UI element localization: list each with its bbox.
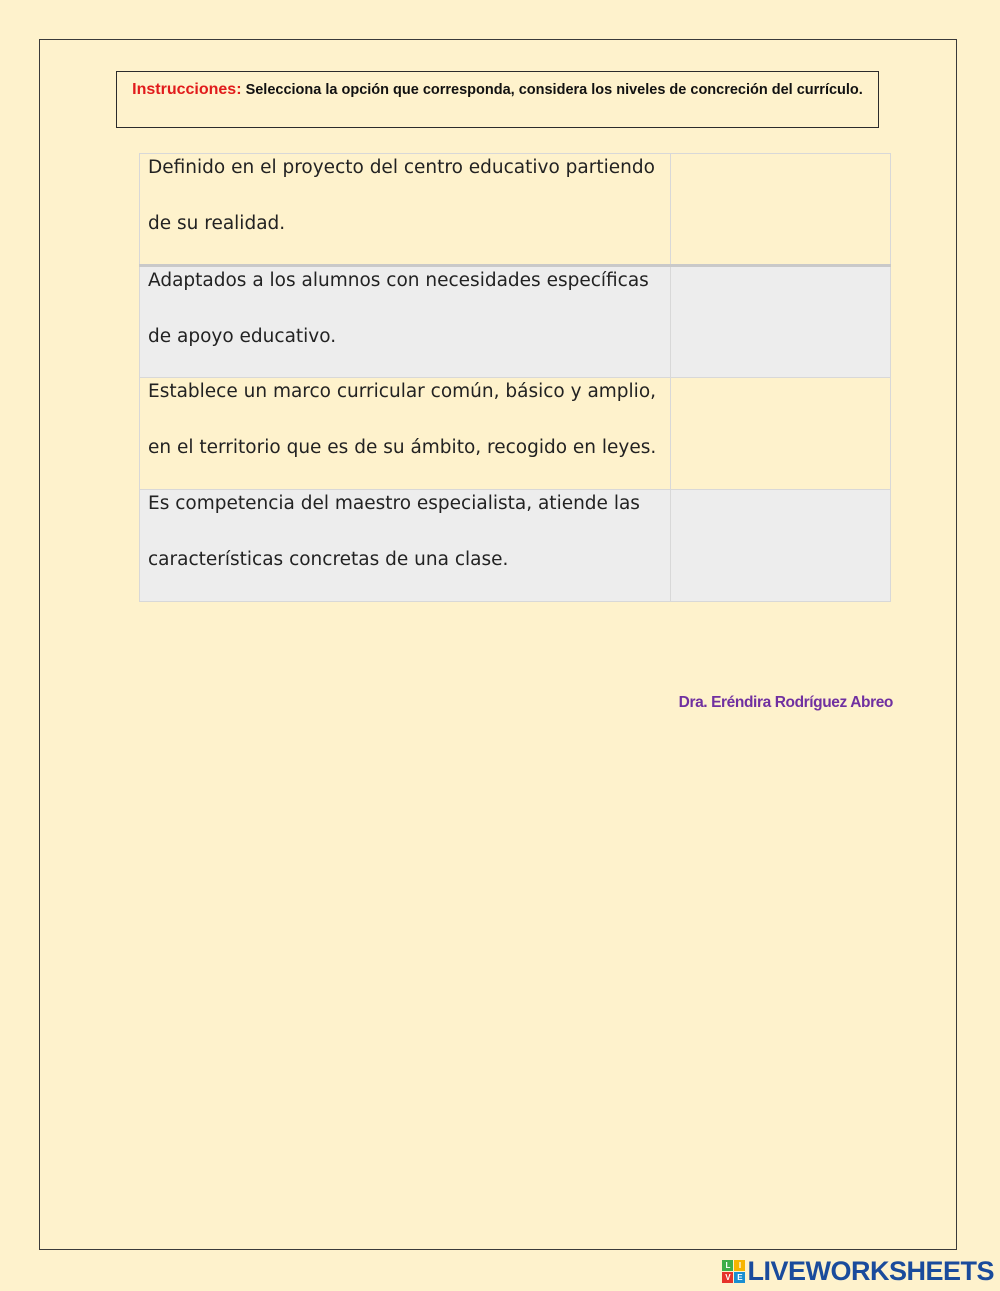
liveworksheets-brand[interactable] (722, 1255, 994, 1287)
logo-letter: L (722, 1260, 733, 1271)
row-description: Es competencia del maestro especialista, atiende las características concretas de una clase. (140, 490, 671, 602)
table-row (140, 154, 891, 266)
answer-dropdown[interactable] (671, 266, 891, 378)
instructions-label: Instrucciones: (132, 81, 242, 98)
logo-letter: V (722, 1272, 733, 1283)
row-description: Definido en el proyecto del centro educativo partiendo de su realidad. (140, 154, 671, 266)
row-description: Establece un marco curricular común, básico y amplio, en el territorio que es de su ámbito, recogido en leyes. (140, 378, 671, 490)
row-description: Adaptados a los alumnos con necesidades específicas de apoyo educativo. (140, 266, 671, 378)
table-row (140, 266, 891, 378)
table-row (140, 378, 891, 490)
instructions-text: Selecciona la opción que corresponda, considera los niveles de concreción del currículo. (245, 82, 863, 98)
liveworksheets-logo-icon (722, 1260, 745, 1283)
brand-name: LIVEWORKSHEETS (747, 1255, 994, 1286)
answer-dropdown[interactable] (671, 154, 891, 266)
matching-table (139, 153, 891, 602)
answer-dropdown[interactable] (671, 378, 891, 490)
logo-letter: I (734, 1260, 745, 1271)
instructions-box (116, 71, 879, 128)
table-row (140, 490, 891, 602)
author-signature: Dra. Eréndira Rodríguez Abreo (678, 694, 893, 711)
answer-dropdown[interactable] (671, 490, 891, 602)
logo-letter: E (734, 1272, 745, 1283)
